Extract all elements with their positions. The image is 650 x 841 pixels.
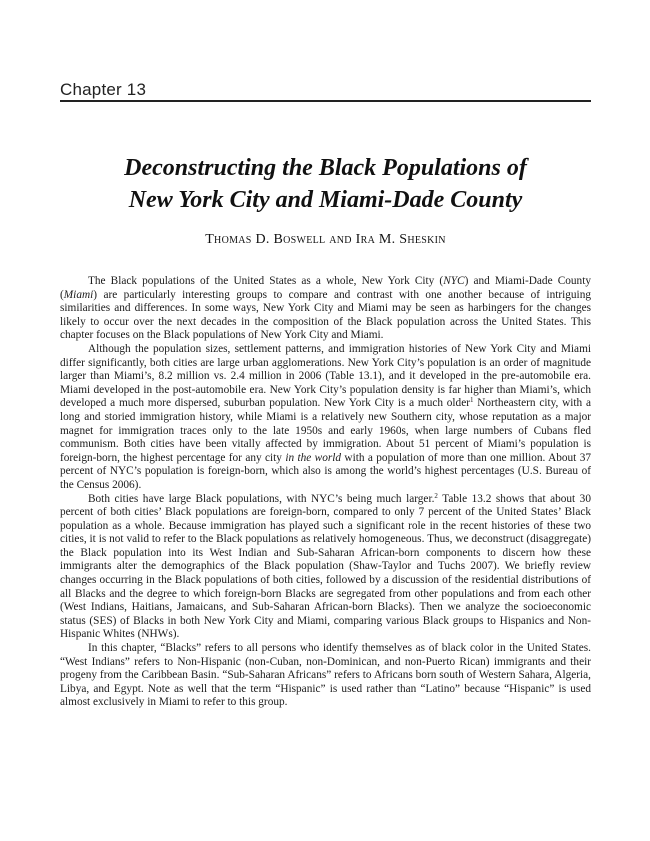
chapter-rule xyxy=(60,100,591,102)
paragraph-1 xyxy=(60,275,591,343)
paragraph-1-em-miami: Miami xyxy=(63,288,94,301)
paragraph-3-text-b: Table 13.2 shows that about 30 percent of both cities’ Black populations are foreign-born, compared to only 7 percent of the United States’ Black population as a whole. Because immigration has played such a significant role in the recent histories of these two cities, it is not valid to refer to the Black populations as relatively homogeneous. Thus, we deconstruct (disaggregate) the Black population into its West Indian and Sub-Saharan African-born components to discern how these immigrants alter the demographics of the Black population (Shaw-Taylor and Tuchs 2007). We briefly review changes occurring in the Black populations of both cities, followed by a discussion of the residential distributions of all Blacks and the degree to which foreign-born Blacks are segregated from other populations and from each other (West Indians, Haitians, Jamaicans, and Sub-Saharan African-born Blacks). Then we analyze the socioeconomic status (SES) of Blacks in both New York City and Miami, comparing various Black groups to Hispanics and Non-Hispanic Whites (NHWs). xyxy=(60,492,591,641)
paragraph-1-text-c: ) are particularly interesting groups to compare and contrast with one another because of intriguing similarities and differences. In some ways, New York City and Miami may be seen as harbingers for the changes likely to occur over the next decades in the composition of the Black population across the United States. This chapter focuses on the Black populations of New York City and Miami. xyxy=(60,288,591,342)
authors: Thomas D. Boswell and Ira M. Sheskin xyxy=(205,232,446,247)
chapter-title xyxy=(60,152,591,216)
body-text xyxy=(60,275,591,710)
footnote-ref-1[interactable]: 1 xyxy=(469,396,474,405)
chapter-title-line-2: New York City and Miami-Dade County xyxy=(128,187,523,213)
paragraph-1-em-nyc: NYC xyxy=(443,275,465,287)
paragraph-2-text-a: Although the population sizes, settlement patterns, and immigration histories of New York City and Miami differ significantly, both cities are large urban agglomerations. New York City’s population is an order of magnitude larger than Miami’s, 8.2 million vs. 2.4 million in 2006 (Table 13.1), and it developed in the pre-automobile era. Miami developed in the post-automobile era. New York City’s population density is far higher than Miami’s, which developed a much more dispersed, suburban population. New York City is a much older xyxy=(60,342,591,410)
paragraph-1-text-a: The Black populations of the United States as a whole, New York City ( xyxy=(88,275,444,287)
paragraph-2 xyxy=(60,343,591,493)
paragraph-3-text-a: Both cities have large Black populations, with NYC’s being much larger. xyxy=(88,492,435,505)
paragraph-4-text: In this chapter, “Blacks” refers to all persons who identify themselves as of black color in the United States. “West Indians” refers to Non-Hispanic (non-Cuban, non-Dominican, and non-Puerto Rican) immigrants and their progeny from the Caribbean Basin. “Sub-Saharan Africans” refers to Africans born south of Western Sahara, Algeria, Libya, and Egypt. Note as well that the term “Hispanic” is used rather than “Latino” because “Hispanic” is used almost exclusively in Miami to refer to this group. xyxy=(60,642,591,709)
footnote-ref-2[interactable]: 2 xyxy=(434,491,438,500)
paragraph-1-text-b: ) and Miami-Dade County ( xyxy=(60,275,591,301)
chapter-title-line-1: Deconstructing the Black Populations of xyxy=(124,155,527,181)
paragraph-4 xyxy=(60,642,591,710)
paragraph-3 xyxy=(60,493,591,643)
chapter-label: Chapter 13 xyxy=(60,80,147,99)
paragraph-2-text-c: with a population of more than one million. About 37 percent of NYC’s population is foreign-born, which also is among the world’s highest percentages (U.S. Bureau of the Census 2006). xyxy=(60,451,591,491)
paragraph-2-text-b: Northeastern city, with a long and storied immigration history, while Miami is a relatively new Southern city, whose reputation as a major magnet for immigration traces only to the late 1950s and early 1960s, when large numbers of Cubans fled communism. Both cities have been vitally affected by immigration. About 51 percent of Miami’s population is foreign-born, the highest percentage for any city xyxy=(60,397,591,464)
paragraph-2-em: in the world xyxy=(285,451,342,464)
